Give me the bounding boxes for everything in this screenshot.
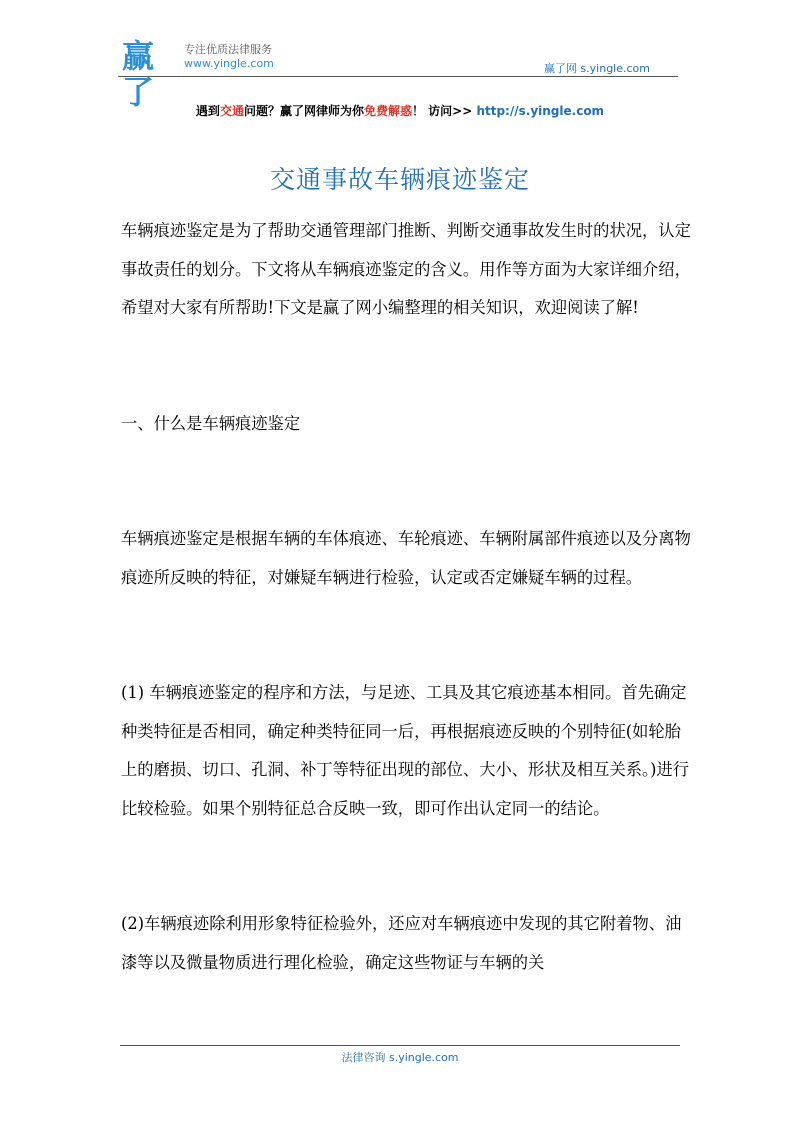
footer-divider	[120, 1045, 680, 1046]
paragraph-spacer	[121, 867, 691, 906]
paragraph-spacer	[121, 636, 691, 675]
section-heading: 一、什么是车辆痕迹鉴定	[121, 413, 301, 433]
paragraph-spacer	[121, 482, 691, 521]
logo-mark: 赢了	[122, 37, 153, 111]
logo-tagline: 专注优质法律服务	[184, 43, 272, 56]
paragraph-spacer	[121, 366, 691, 405]
paragraph-spacer	[121, 443, 691, 482]
paragraph-spacer	[121, 828, 691, 867]
promo-banner	[0, 102, 800, 119]
document-title: 交通事故车辆痕迹鉴定	[269, 165, 530, 194]
promo-text-2: 问题？赢了网律师为你	[243, 104, 364, 118]
promo-text-3: ！ 访问>>	[411, 104, 477, 118]
paragraph-definition: 车辆痕迹鉴定是根据车辆的车体痕迹、车轮痕迹、车辆附属部件痕迹以及分离物痕迹所反映的特征，对嫌疑车辆进行检验，认定或否定嫌疑车辆的过程。	[121, 529, 691, 587]
paragraph-spacer	[121, 328, 691, 367]
footer-link[interactable]: 法律咨询 s.yingle.com	[341, 1051, 459, 1064]
logo-url: www.yingle.com	[184, 57, 274, 70]
header-divider	[118, 76, 678, 77]
promo-highlight-free: 免费解惑	[363, 104, 412, 118]
header-site-link[interactable]: 赢了网 s.yingle.com	[543, 62, 650, 75]
paragraph-intro: 车辆痕迹鉴定是为了帮助交通管理部门推断、判断交通事故发生时的状况，认定事故责任的划分。下文将从车辆痕迹鉴定的含义。用作等方面为大家详细介绍，希望对大家有所帮助!下文是赢了网小编整理的相关知识，欢迎阅读了解!	[121, 221, 691, 317]
paragraph-point-2: (2)车辆痕迹除利用形象特征检验外，还应对车辆痕迹中发现的其它附着物、油漆等以及微量物质进行理化检验，确定这些物证与车辆的关	[121, 914, 682, 972]
paragraph-spacer	[121, 597, 691, 636]
promo-highlight-traffic: 交通	[219, 104, 244, 118]
promo-text-1: 遇到	[195, 104, 220, 118]
document-body	[121, 212, 691, 982]
promo-link[interactable]: http://s.yingle.com	[476, 104, 605, 118]
paragraph-point-1: (1) 车辆痕迹鉴定的程序和方法，与足迹、工具及其它痕迹基本相同。首先确定种类特征是否相同，确定种类特征同一后，再根据痕迹反映的个别特征(如轮胎上的磨损、切口、孔洞、补丁等特征出现的部位、大小、形状及相互关系。)进行比较检验。如果个别特征总合反映一致，即可作出认定同一的结论。	[121, 683, 690, 818]
